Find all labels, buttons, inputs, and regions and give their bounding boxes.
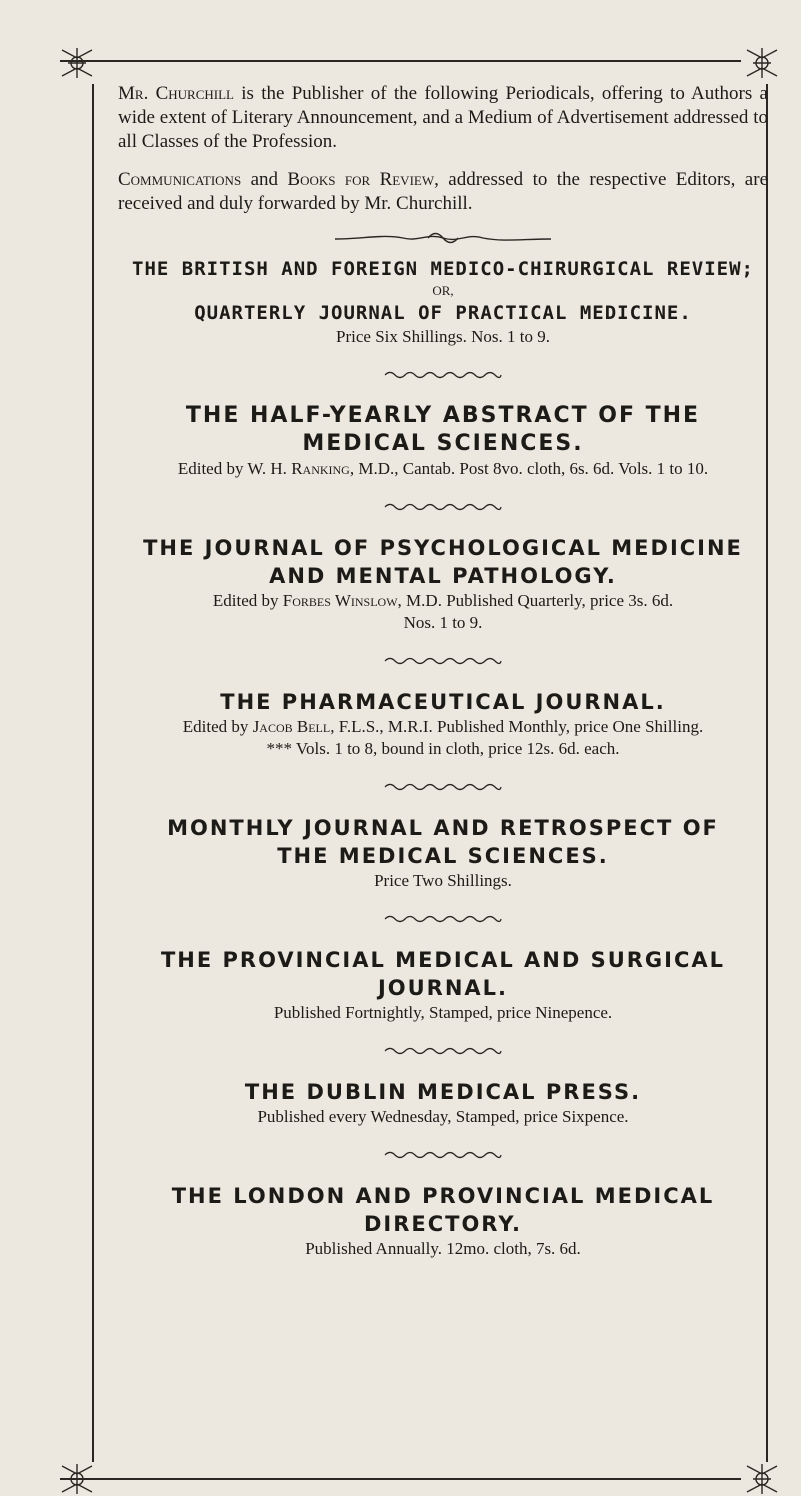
periodical-subtitle: DIRECTORY. [363,1212,523,1236]
intro-lead-name: Mr. Churchill [118,83,234,104]
periodical-details [118,458,768,480]
communications-text: , addressed to the respective Editors, are received and duly forwarded by Mr. Churchill. [118,169,769,214]
periodical-details [118,590,768,612]
periodical-psychological-medicine [118,534,768,634]
periodical-medico-chirurgical-review [118,256,768,348]
periodical-subtitle: THE MEDICAL SCIENCES. [277,844,609,868]
periodical-title: THE LONDON AND PROVINCIAL MEDICAL [171,1184,715,1208]
details-prefix: Edited by [212,591,283,610]
periodical-subtitle: JOURNAL. [377,976,509,1000]
periodical-dublin-medical-press [118,1078,768,1128]
periodical-pharmaceutical-journal [118,688,768,760]
wavy-divider-icon [383,782,503,792]
editor-name: Jacob Bell [252,717,331,736]
details-prefix: Edited by [182,717,253,736]
editor-name: Forbes Winslow [282,591,398,610]
intro-paragraph-publisher [118,82,768,154]
periodical-subtitle: AND MENTAL PATHOLOGY. [269,564,617,588]
page-content [118,82,768,1260]
editor-name: Ranking [291,459,350,478]
details-suffix: , M.D., Cantab. Post 8vo. cloth, 6s. 6d. Vols. 1 to 10. [349,459,709,478]
periodical-provincial-medical-surgical [118,946,768,1024]
periodical-title: THE HALF-YEARLY ABSTRACT OF THE [185,403,701,428]
communications-lead: Communications [118,169,242,190]
periodical-details [118,716,768,738]
intro-paragraph-communications [118,168,768,216]
flourish-ornament-icon [333,230,553,246]
details-suffix: , F.L.S., M.R.I. Published Monthly, price One Shilling. [330,717,704,736]
intro-text: is the Publisher of the following Periodicals, offering to Authors a wide extent of Literary Announcement, and a Medium of Advertisement addressed to all Classes of the Profession. [118,83,768,152]
periodical-monthly-journal-retrospect [118,814,768,892]
wavy-divider-icon [383,1150,503,1160]
periodical-details: Published Fortnightly, Stamped, price Ninepence. [273,1003,613,1022]
periodical-title: THE DUBLIN MEDICAL PRESS. [244,1080,642,1104]
wavy-divider-icon [383,370,503,380]
wavy-divider-icon [383,1046,503,1056]
periodical-details: Published every Wednesday, Stamped, price Sixpence. [257,1107,629,1126]
details-suffix: , M.D. Published Quarterly, price 3s. 6d. [397,591,674,610]
corner-ornament-icon [745,1462,779,1496]
intro-joiner: and [241,169,288,190]
periodical-half-yearly-abstract [118,402,768,480]
periodical-details-2: *** Vols. 1 to 8, bound in cloth, price 12s. 6d. each. [266,739,620,758]
periodical-or: OR, [432,283,454,298]
periodical-london-provincial-directory [118,1182,768,1260]
periodical-subtitle: QUARTERLY JOURNAL OF PRACTICAL MEDICINE. [194,302,692,324]
periodical-details: Published Annually. 12mo. cloth, 7s. 6d. [305,1239,581,1258]
wavy-divider-icon [383,656,503,666]
periodical-title: THE PHARMACEUTICAL JOURNAL. [220,690,666,714]
periodical-subtitle: MEDICAL SCIENCES. [302,431,584,456]
details-prefix: Edited by W. H. [177,459,292,478]
periodical-details-2: Nos. 1 to 9. [403,613,483,632]
frame-left-rule [92,84,94,1462]
corner-ornament-icon [745,46,779,80]
wavy-divider-icon [383,914,503,924]
periodical-title: THE JOURNAL OF PSYCHOLOGICAL MEDICINE [143,536,743,560]
frame-bottom-rule [60,1478,741,1480]
wavy-divider-icon [383,502,503,512]
corner-ornament-icon [60,1462,94,1496]
periodical-title: THE BRITISH AND FOREIGN MEDICO-CHIRURGICAL REVIEW; [132,258,754,280]
periodical-details: Price Two Shillings. [374,871,512,890]
books-for-review-lead: Books for Review [287,169,435,190]
periodical-title: THE PROVINCIAL MEDICAL AND SURGICAL [160,948,726,972]
periodical-details: Price Six Shillings. Nos. 1 to 9. [336,327,550,346]
corner-ornament-icon [60,46,94,80]
frame-top-rule [60,60,741,62]
periodical-title: MONTHLY JOURNAL AND RETROSPECT OF [167,816,719,840]
